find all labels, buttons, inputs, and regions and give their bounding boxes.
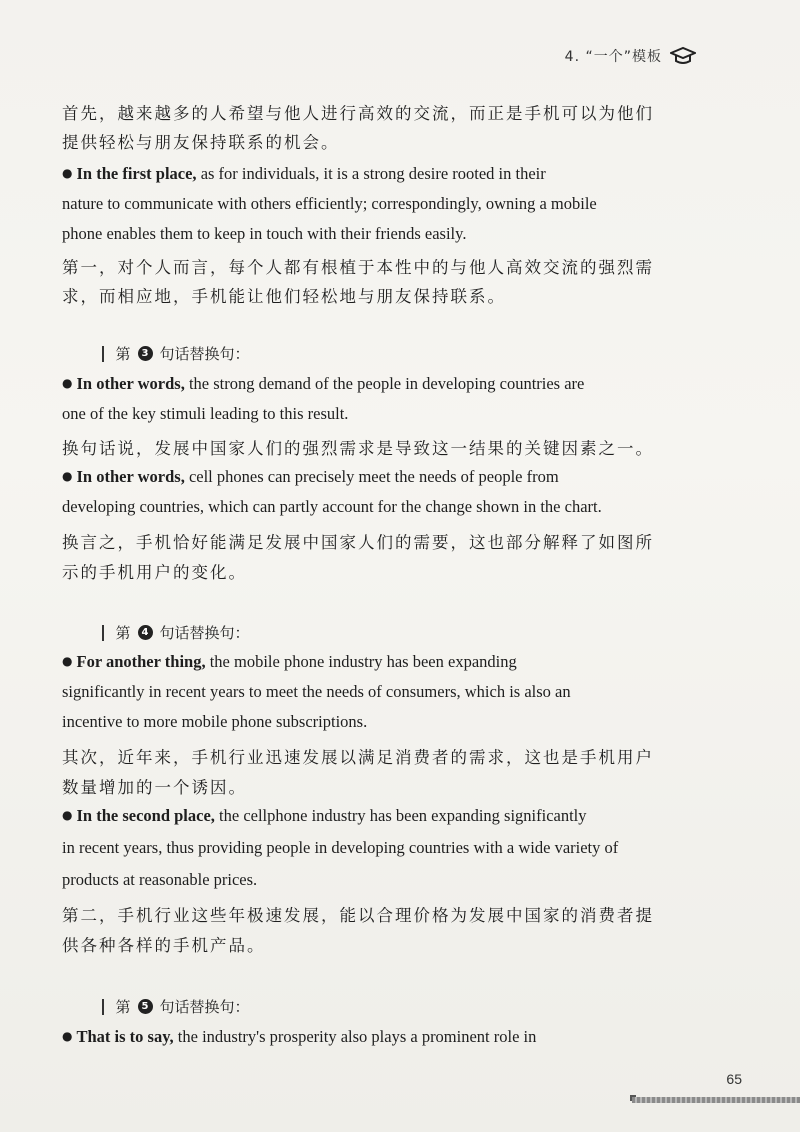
heading-bar [102, 346, 104, 362]
lead-phrase: In the second place, [76, 806, 215, 825]
heading-bar [102, 625, 104, 641]
number-badge: 3 [138, 346, 153, 361]
cn-line: 第二，手机行业这些年极速发展，能以合理价格为发展中国家的消费者提 [62, 906, 654, 925]
cn-line: 求，而相应地，手机能让他们轻松地与朋友保持联系。 [62, 287, 506, 306]
en-text: the industry's prosperity also plays a prominent role in [177, 1027, 537, 1046]
en-line [62, 374, 584, 394]
en-line: one of the key stimuli leading to this result. [62, 404, 349, 423]
lead-phrase: In the first place, [76, 164, 197, 183]
heading-bar [102, 999, 104, 1015]
en-text: the mobile phone industry has been expanding [209, 652, 517, 671]
en-line [62, 467, 559, 487]
cn-line: 首先，越来越多的人希望与他人进行高效的交流，而正是手机可以为他们 [62, 104, 654, 123]
en-line: nature to communicate with others efficiently; correspondingly, owning a mobile [62, 194, 597, 213]
cn-line: 其次，近年来，手机行业迅速发展以满足消费者的需求，这也是手机用户 [62, 748, 654, 767]
en-text: cell phones can precisely meet the needs of people from [188, 467, 559, 486]
bullet-icon: ● [62, 376, 73, 390]
lead-phrase: That is to say, [76, 1027, 174, 1046]
bullet-icon: ● [62, 654, 73, 668]
en-text: as for individuals, it is a strong desire rooted in their [200, 164, 546, 183]
cn-line: 第一，对个人而言，每个人都有根植于本性中的与他人高效交流的强烈需 [62, 258, 654, 277]
en-line [62, 1027, 536, 1047]
footer-rule [632, 1097, 800, 1103]
number-badge: 4 [138, 625, 153, 640]
lead-phrase: In other words, [76, 374, 185, 393]
section-heading [102, 996, 250, 1017]
page-number: 65 [726, 1071, 742, 1087]
en-line: in recent years, thus providing people in developing countries with a wide variety of [62, 838, 619, 857]
lead-phrase: For another thing, [76, 652, 206, 671]
bullet-icon: ● [62, 166, 73, 180]
heading-prefix: 第 [115, 624, 131, 642]
bullet-icon: ● [62, 469, 73, 483]
en-line [62, 164, 546, 184]
running-header [565, 44, 696, 68]
cn-line: 数量增加的一个诱因。 [62, 778, 247, 797]
en-text: the cellphone industry has been expanding significantly [219, 806, 587, 825]
cn-line: 示的手机用户的变化。 [62, 563, 247, 582]
cn-line: 换言之，手机恰好能满足发展中国家人们的需要，这也部分解释了如图所 [62, 533, 654, 552]
heading-suffix: 句话替换句： [159, 624, 250, 642]
cn-line: 提供轻松与朋友保持联系的机会。 [62, 133, 340, 152]
bullet-icon: ● [62, 808, 73, 822]
en-line [62, 652, 517, 672]
section-heading [102, 343, 250, 364]
heading-prefix: 第 [115, 345, 131, 363]
heading-prefix: 第 [115, 998, 131, 1016]
graduation-cap-icon [670, 46, 696, 66]
en-line: incentive to more mobile phone subscriptions. [62, 712, 368, 731]
en-line: significantly in recent years to meet the needs of consumers, which is also an [62, 682, 571, 701]
en-line: phone enables them to keep in touch with their friends easily. [62, 224, 467, 243]
chapter-title: 4. “一个”模板 [564, 49, 662, 65]
section-heading [102, 622, 250, 643]
number-badge: 5 [138, 999, 153, 1014]
en-line: developing countries, which can partly account for the change shown in the chart. [62, 497, 602, 516]
heading-suffix: 句话替换句： [159, 345, 250, 363]
en-line: products at reasonable prices. [62, 870, 258, 889]
bullet-icon: ● [62, 1029, 73, 1043]
en-text: the strong demand of the people in developing countries are [188, 374, 585, 393]
lead-phrase: In other words, [76, 467, 185, 486]
en-line [62, 806, 587, 826]
cn-line: 供各种各样的手机产品。 [62, 936, 266, 955]
cn-line: 换句话说，发展中国家人们的强烈需求是导致这一结果的关键因素之一。 [62, 439, 654, 458]
heading-suffix: 句话替换句： [159, 998, 250, 1016]
